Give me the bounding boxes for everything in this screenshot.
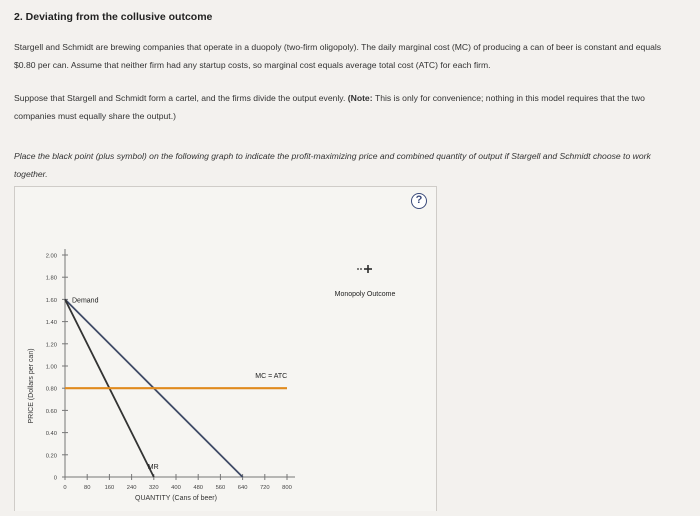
question-paragraph-2 xyxy=(14,89,664,125)
y-tick-label: 0 xyxy=(53,475,57,482)
y-tick-label: 1.00 xyxy=(45,364,57,371)
mc-atc-label: MC = ATC xyxy=(255,373,288,381)
x-tick-label: 800 xyxy=(282,485,292,491)
chart[interactable] xyxy=(15,187,436,511)
x-tick-label: 640 xyxy=(237,485,248,491)
y-tick-label: 1.20 xyxy=(45,342,57,349)
question-instructions: Place the black point (plus symbol) on the following graph to indicate the profit-maximizing price and combined quantity of output if Stargell and Schmidt choose to work together. xyxy=(14,151,651,179)
monopoly-outcome-dot xyxy=(360,268,362,270)
x-tick-label: 400 xyxy=(171,485,181,491)
mr-label: MR xyxy=(147,464,159,471)
y-tick-label: 1.60 xyxy=(45,297,57,304)
y-tick-label: 0.60 xyxy=(45,408,57,415)
question-paragraph-1: Stargell and Schmidt are brewing companies that operate in a duopoly (two-firm oligopoly). The daily marginal cost (MC) of producing a can of beer is constant and equals $0.80 per can. Assume that neither firm had any startup costs, so marginal cost equals average total cost (ATC) for each firm. xyxy=(14,42,662,70)
help-icon[interactable]: ? xyxy=(411,193,427,209)
x-tick-label: 0 xyxy=(63,485,67,491)
y-tick-label: 2.00 xyxy=(45,253,57,260)
y-tick-label: 0.80 xyxy=(45,386,57,393)
x-tick-label: 240 xyxy=(126,485,137,491)
paragraph-2-main: Suppose that Stargell and Schmidt form a cartel, and the firms divide the output evenly. xyxy=(14,93,348,103)
x-tick-label: 480 xyxy=(193,485,204,491)
x-tick-label: 80 xyxy=(83,485,91,491)
y-tick-label: 0.20 xyxy=(45,453,57,460)
monopoly-outcome-dot xyxy=(357,268,359,270)
x-axis-label: QUANTITY (Cans of beer) xyxy=(135,495,217,502)
y-tick-label: 1.40 xyxy=(45,320,57,327)
y-axis-label: PRICE (Dollars per can) xyxy=(28,348,35,424)
demand-label: Demand xyxy=(72,297,99,305)
y-tick-label: 1.80 xyxy=(45,275,57,282)
x-tick-label: 720 xyxy=(259,485,270,491)
note-label: (Note: xyxy=(347,93,375,103)
graph-panel xyxy=(14,186,437,511)
monopoly-outcome-label: Monopoly Outcome xyxy=(334,291,396,298)
x-tick-label: 160 xyxy=(104,485,115,491)
y-tick-label: 0.40 xyxy=(45,431,57,438)
paragraph-2-rest: This is only for convenience; nothing in this model requires that the two companies must equally share the output.) xyxy=(14,93,645,121)
question-title: 2. Deviating from the collusive outcome xyxy=(14,11,213,23)
x-tick-label: 560 xyxy=(215,485,226,491)
x-tick-label: 320 xyxy=(148,485,159,491)
